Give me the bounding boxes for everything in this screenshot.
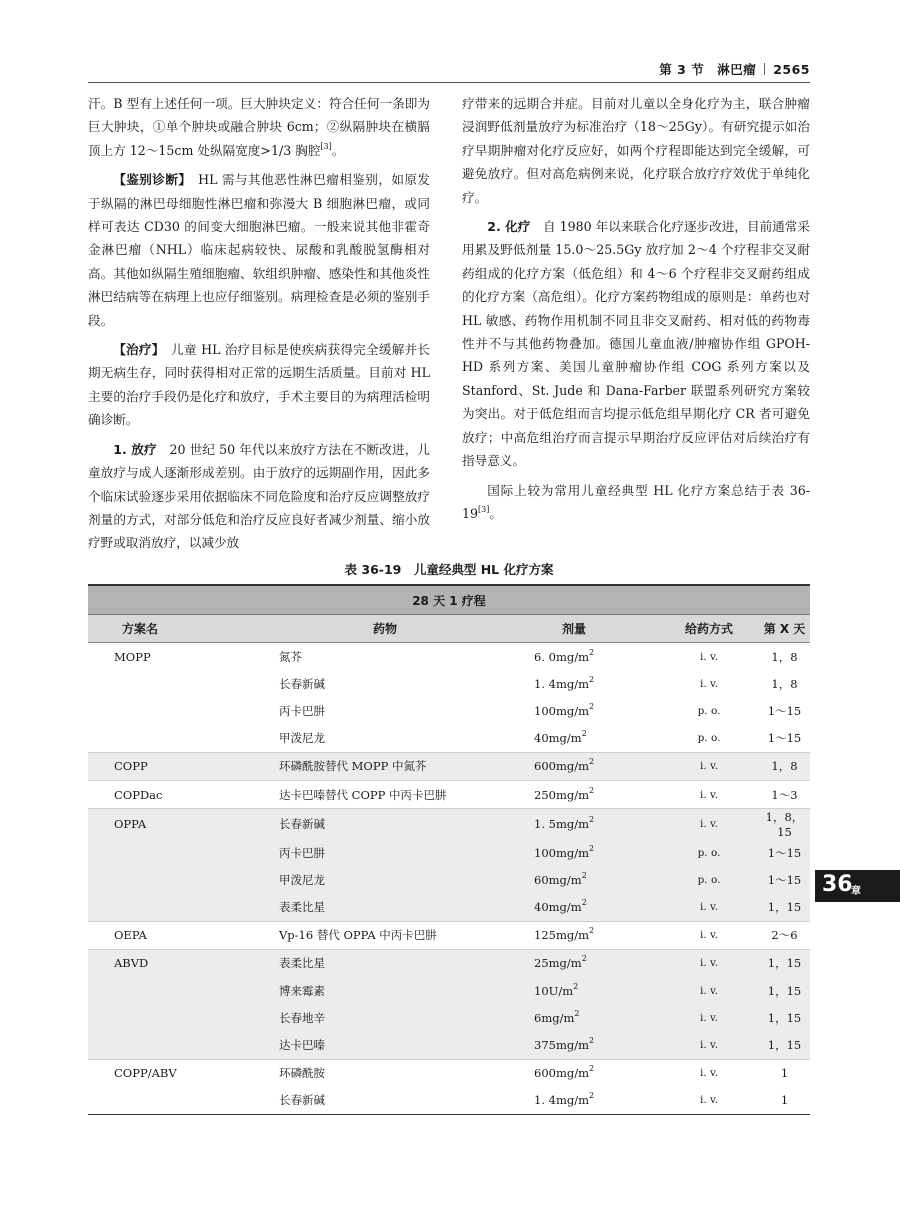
regimen-name: COPP/ABV <box>88 1059 279 1087</box>
day-cell: 1～15 <box>759 866 810 893</box>
drug-cell: 达卡巴嗪替代 COPP 中丙卡巴肼 <box>279 780 534 808</box>
dose-cell <box>534 643 659 671</box>
dose-value: 6. 0mg/m <box>534 649 589 664</box>
dose-value: 10U/m <box>534 983 574 998</box>
dose-value: 1. 4mg/m <box>534 676 589 691</box>
route-cell: i. v. <box>659 1087 759 1115</box>
day-cell: 1，15 <box>759 949 810 977</box>
drug-cell: 长春新碱 <box>279 1087 534 1115</box>
drug-cell: 表柔比星 <box>279 894 534 922</box>
table-row <box>88 697 810 724</box>
route-cell: i. v. <box>659 949 759 977</box>
regimen-name: OPPA <box>88 809 279 840</box>
dose-unit-exponent: 2 <box>589 926 595 936</box>
column-header-dose: 剂量 <box>534 615 659 643</box>
day-cell: 1，15 <box>759 1031 810 1059</box>
day-cell: 1～15 <box>767 731 802 746</box>
dose-cell <box>534 894 659 922</box>
cycle-header-row <box>88 585 810 615</box>
table-row <box>88 670 810 697</box>
table-row <box>88 752 810 780</box>
dose-value: 250mg/m <box>534 787 589 802</box>
dose-value: 100mg/m <box>534 703 589 718</box>
table-row <box>88 921 810 949</box>
dose-unit-exponent: 2 <box>589 815 595 825</box>
regimen-name: COPDac <box>88 780 279 808</box>
dose-value: 125mg/m <box>534 928 589 943</box>
dose-unit-exponent: 2 <box>581 954 587 964</box>
regimen-name <box>88 725 279 753</box>
table-row <box>88 1087 810 1115</box>
route-cell: i. v. <box>699 677 719 690</box>
dose-value: 600mg/m <box>534 1066 589 1081</box>
dose-value: 40mg/m <box>534 900 582 915</box>
drug-cell: 甲泼尼龙 <box>279 731 325 746</box>
heading-radiotherapy: 1. 放疗 <box>113 441 157 457</box>
route-cell: p. o. <box>697 704 721 717</box>
header-divider <box>764 63 765 75</box>
running-header <box>88 54 810 83</box>
chapter-number: 36 <box>822 872 853 897</box>
dose-unit-exponent: 2 <box>589 647 595 657</box>
table-row <box>88 949 810 977</box>
day-cell: 1，8 <box>771 676 798 691</box>
drug-cell: 博来霉素 <box>279 977 534 1004</box>
day-cell: 1～3 <box>759 780 810 808</box>
page-number: 2565 <box>773 62 810 77</box>
dose-cell <box>534 752 659 780</box>
citation-ref: [3] <box>478 504 490 514</box>
table-row <box>88 643 810 671</box>
route-cell: i. v. <box>659 752 759 780</box>
day-cell: 1～15 <box>759 839 810 866</box>
paragraph-radiotherapy: 1. 放疗 20 世纪 50 年代以来放疗方法在不断改进，儿童放疗与成人逐渐形成差别。由于放疗的远期副作用，因此多个临床试验逐步采用依据临床不同危险度和治疗反应调整放疗剂量的方式，对部分低危和治疗反应良好者减少剂量、缩小放疗野或取消放疗，以减少放 <box>88 441 431 551</box>
regimen-name: ABVD <box>88 949 279 977</box>
route-cell: p. o. <box>697 732 721 745</box>
column-header-day: 第 X 天 <box>759 615 810 643</box>
dose-cell <box>534 977 659 1004</box>
dose-cell <box>534 725 659 753</box>
dose-value: 600mg/m <box>534 759 589 774</box>
table-row <box>88 839 810 866</box>
day-cell: 2～6 <box>759 921 810 949</box>
paragraph-b-symptoms: 汗。B 型有上述任何一项。巨大肿块定义：符合任何一条即为巨大肿块，①单个肿块或融合肿块 6cm；②纵隔肿块在横膈顶上方 12～15cm 处纵隔宽度>1/3 胸腔[3]。 <box>88 96 430 158</box>
section-title: 第 3 节 淋巴瘤 <box>659 62 757 77</box>
dose-cell <box>534 1059 659 1087</box>
route-cell: i. v. <box>699 650 719 663</box>
route-cell: i. v. <box>659 1031 759 1059</box>
dose-unit-exponent: 2 <box>589 674 595 684</box>
dose-value: 25mg/m <box>534 956 582 971</box>
route-cell: i. v. <box>659 809 759 840</box>
table-caption: 表 36-19 儿童经典型 HL 化疗方案 <box>344 562 554 577</box>
route-cell: i. v. <box>659 921 759 949</box>
route-cell: i. v. <box>659 1004 759 1031</box>
regimen-name <box>88 839 279 866</box>
dose-value: 375mg/m <box>534 1038 589 1053</box>
day-cell: 1，8 <box>771 649 798 664</box>
dose-value: 60mg/m <box>534 872 582 887</box>
drug-cell: Vp-16 替代 OPPA 中丙卡巴肼 <box>279 921 534 949</box>
table-row <box>88 894 810 922</box>
dose-value: 1. 4mg/m <box>534 1093 589 1108</box>
heading-differential-diagnosis: 【鉴别诊断】 <box>113 172 186 188</box>
dose-cell <box>534 1087 659 1115</box>
column-header-row <box>88 615 810 643</box>
dose-cell <box>534 1031 659 1059</box>
route-cell: i. v. <box>659 977 759 1004</box>
dose-cell <box>534 1004 659 1031</box>
regimen-name <box>88 1004 279 1031</box>
paragraph-chemotherapy: 2. 化疗 自 1980 年以来联合化疗逐步改进，目前通常采用累及野低剂量 15.0～25.5Gy 放疗加 2～4 个疗程非交叉耐药组成的化疗方案（低危组）和 4～6 个疗程非交叉耐药组成的化疗方案（高危组）。化疗方案药物组成的原则是：单药也对 HL 敏感、药物作用机制不同且非交叉耐药、相对低的药物毒性并不与其他药物叠加。德国儿童血液/肿瘤协作组 GPOH-HD 系列方案、美国儿童肿瘤协作组 COG 系列方案以及 Stanford、St. Jude 和 Dana-Farber 联盟系列研究方案较为突出。对于低危组而言均提示低危组早期化疗 CR 者可避免放疗；中高危组治疗而言提示早期治疗反应评估对后续治疗有指导意义。 <box>462 219 810 469</box>
dose-value: 40mg/m <box>534 731 582 746</box>
dose-unit-exponent: 2 <box>589 785 595 795</box>
day-cell: 1 <box>759 1059 810 1087</box>
table-row <box>88 1031 810 1059</box>
table-row <box>88 725 810 753</box>
dose-unit-exponent: 2 <box>589 701 595 711</box>
drug-cell: 环磷酰胺 <box>279 1059 534 1087</box>
table-row <box>88 977 810 1004</box>
dose-unit-exponent: 2 <box>581 729 587 739</box>
dose-cell <box>534 697 659 724</box>
drug-cell: 表柔比星 <box>279 949 534 977</box>
table-body <box>88 643 810 1115</box>
dose-unit-exponent: 2 <box>581 898 587 908</box>
day-cell: 1～15 <box>767 703 802 718</box>
heading-treatment: 【治疗】 <box>113 342 159 358</box>
chapter-unit: 章 <box>851 886 861 897</box>
regimen-name: COPP <box>88 752 279 780</box>
route-cell: p. o. <box>659 839 759 866</box>
day-cell: 1，8，15 <box>759 809 810 840</box>
dose-unit-exponent: 2 <box>581 870 587 880</box>
regimen-name: MOPP <box>114 649 151 664</box>
column-header-route: 给药方式 <box>659 615 759 643</box>
dose-unit-exponent: 2 <box>589 1091 595 1101</box>
route-cell: i. v. <box>659 894 759 922</box>
regimen-name <box>88 670 279 697</box>
dose-unit-exponent: 2 <box>589 757 595 767</box>
table-row <box>88 780 810 808</box>
drug-cell: 甲泼尼龙 <box>279 866 534 893</box>
dose-value: 1. 5mg/m <box>534 817 589 832</box>
column-header-drug: 药物 <box>279 615 534 643</box>
route-cell: i. v. <box>659 1059 759 1087</box>
cycle-header: 28 天 1 疗程 <box>88 585 810 615</box>
drug-cell: 长春地辛 <box>279 1004 534 1031</box>
regimen-name <box>88 977 279 1004</box>
dose-cell <box>534 921 659 949</box>
chemotherapy-regimen-table <box>88 584 810 1115</box>
dose-unit-exponent: 2 <box>589 1036 595 1046</box>
dose-unit-exponent: 2 <box>573 981 579 991</box>
drug-cell: 环磷酰胺替代 MOPP 中氮芥 <box>279 752 534 780</box>
day-cell: 1 <box>759 1087 810 1115</box>
drug-cell: 氮芥 <box>279 649 302 664</box>
regimen-name <box>88 1031 279 1059</box>
day-cell: 1，8 <box>759 752 810 780</box>
right-column <box>462 92 810 531</box>
dose-cell <box>534 949 659 977</box>
citation-ref: [3] <box>320 141 332 151</box>
drug-cell: 长春新碱 <box>279 676 325 691</box>
dose-cell <box>534 780 659 808</box>
paragraph-radiotherapy-cont: 疗带来的远期合并症。目前对儿童以全身化疗为主，联合肿瘤浸润野低剂量放疗为标准治疗（18～25Gy）。有研究提示如治疗早期肿瘤对化疗反应好，如两个疗程即能达到完全缓解，可避免放疗。但对高危病例来说，化疗联合放疗疗效优于单纯化疗。 <box>462 96 810 205</box>
column-header-regimen: 方案名 <box>88 615 279 643</box>
table-row <box>88 866 810 893</box>
day-cell: 1，15 <box>759 894 810 922</box>
dose-cell <box>534 809 659 840</box>
dose-unit-exponent: 2 <box>574 1008 580 1018</box>
drug-cell: 长春新碱 <box>279 809 534 840</box>
table-row <box>88 1059 810 1087</box>
paragraph-differential-diagnosis: 【鉴别诊断】 HL 需与其他恶性淋巴瘤相鉴别，如原发于纵隔的淋巴母细胞性淋巴瘤和弥漫大 B 细胞淋巴瘤，或同样可表达 CD30 的间变大细胞淋巴瘤。一般来说其他非霍奇金淋巴瘤（NHL）临床起病较快、尿酸和乳酸脱氢酶相对高。其他如纵隔生殖细胞瘤、软组织肿瘤、感染性和其他炎性淋巴结病等在病理上也应仔细鉴别。病理检查是必须的鉴别手段。 <box>88 172 431 328</box>
regimen-name <box>88 894 279 922</box>
heading-chemotherapy: 2. 化疗 <box>487 219 531 235</box>
dose-unit-exponent: 2 <box>589 843 595 853</box>
paragraph-treatment: 【治疗】 儿童 HL 治疗目标是使疾病获得完全缓解并长期无病生存，同时获得相对正常的远期生活质量。目前对 HL 主要的治疗手段仍是化疗和放疗，手术主要目的为病理活检明确诊断。 <box>88 342 431 428</box>
drug-cell: 丙卡巴肼 <box>279 839 534 866</box>
dose-value: 100mg/m <box>534 845 589 860</box>
drug-cell: 丙卡巴肼 <box>279 703 325 718</box>
drug-cell: 达卡巴嗪 <box>279 1031 534 1059</box>
regimen-name: OEPA <box>88 921 279 949</box>
route-cell: p. o. <box>659 866 759 893</box>
left-column <box>88 92 430 561</box>
regimen-name <box>88 1087 279 1115</box>
dose-cell <box>534 839 659 866</box>
chapter-tab <box>815 870 900 902</box>
route-cell: i. v. <box>659 780 759 808</box>
day-cell: 1，15 <box>759 977 810 1004</box>
paragraph-table-reference: 国际上较为常用儿童经典型 HL 化疗方案总结于表 36-19[3]。 <box>462 482 810 521</box>
regimen-name <box>88 697 279 724</box>
dose-value: 6mg/m <box>534 1010 575 1025</box>
dose-cell <box>534 866 659 893</box>
dose-cell <box>534 670 659 697</box>
regimen-name <box>88 866 279 893</box>
running-title <box>659 60 810 78</box>
table-row <box>88 1004 810 1031</box>
table-row <box>88 809 810 840</box>
dose-unit-exponent: 2 <box>589 1064 595 1074</box>
day-cell: 1，15 <box>759 1004 810 1031</box>
